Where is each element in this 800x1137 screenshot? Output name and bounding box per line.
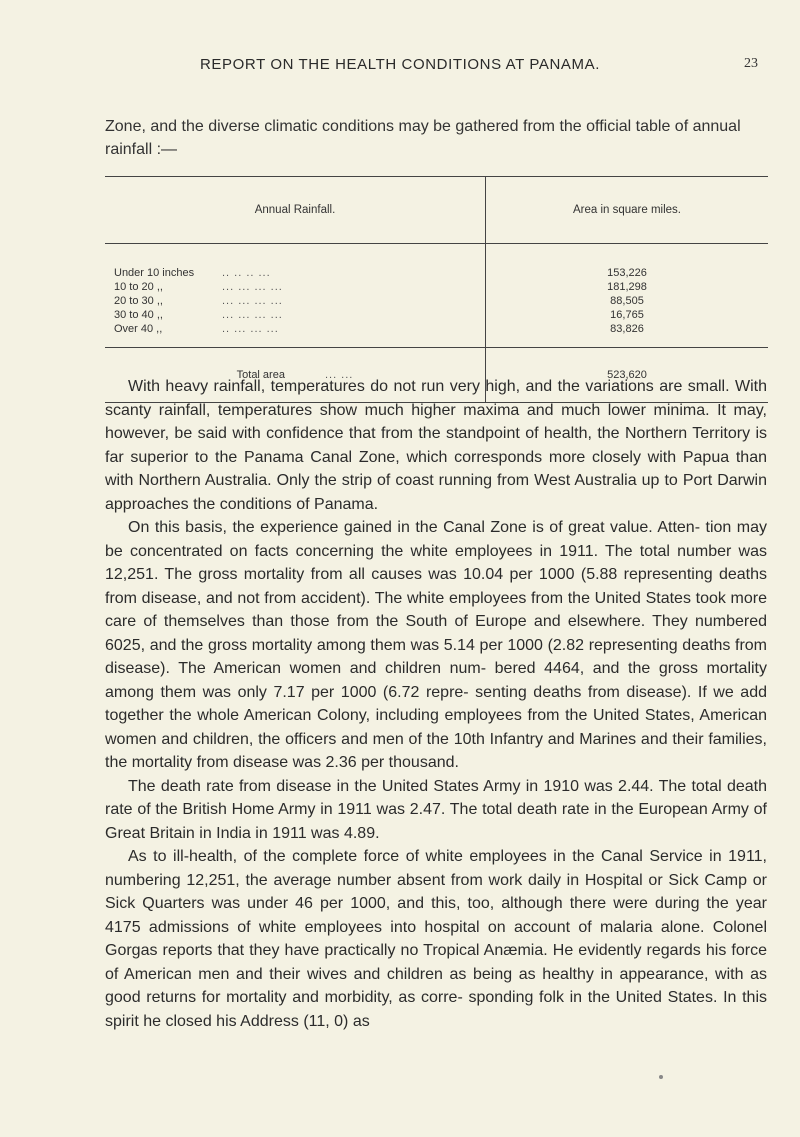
table-row [106, 266, 484, 280]
dot-leader: ... ... ... ... [222, 281, 283, 293]
page-number: 23 [744, 56, 758, 71]
column-header-rainfall: Annual Rainfall. [105, 177, 486, 244]
rainfall-table [105, 176, 768, 403]
dot-leader: .. ... ... ... [222, 323, 279, 335]
rainfall-range: 30 to 40 ,, [114, 309, 163, 321]
running-title: REPORT ON THE HEALTH CONDITIONS AT PANAMA. [200, 56, 600, 73]
total-label: Total area [236, 369, 285, 381]
intro-text: Zone, and the diverse climatic conditions may be gathered from the official table of annual rainfall :— [105, 118, 741, 158]
area-value: 153,226 [607, 267, 647, 279]
table-header-row [105, 177, 768, 244]
dot-leader: ... ... ... ... [222, 309, 283, 321]
table-body [105, 244, 768, 348]
table-row [106, 308, 484, 322]
table-row [106, 294, 484, 308]
rainfall-range: Over 40 ,, [114, 323, 163, 335]
rainfall-ranges-cell [105, 244, 486, 348]
total-value: 523,620 [486, 348, 769, 403]
table-row [106, 280, 484, 294]
column-header-area: Area in square miles. [486, 177, 769, 244]
area-values-cell [486, 244, 769, 348]
rainfall-range: Under 10 inches [114, 267, 195, 279]
paragraph: With heavy rainfall, temperatures do not run very high, and the variations are small. With scanty rainfall, temperatures show much higher maxima and much lower minima. It may, however, be said with confidence that from the standpoint of health, the Northern Territory is far superior to the Panama Canal Zone, which corresponds more closely with Papua than with Northern Australia. Only the strip of coast running from West Australia up to Port Darwin approaches the conditions of Panama. [105, 378, 767, 513]
area-value: 88,505 [610, 295, 644, 307]
area-value: 83,826 [610, 323, 644, 335]
paragraph: The death rate from disease in the United States Army in 1910 was 2.44. The total death rate of the British Home Army in 1911 was 2.47. The total death rate in the European Army of Great Britain in India in 1911 was 4.89. [105, 777, 767, 842]
paragraph: On this basis, the experience gained in the Canal Zone is of great value. Atten- tion may be concentrated on facts concerning the white employees in 1911. The total number was 12,251. The gross mortality from all causes was 10.04 per 1000 (5.88 representing deaths from disease, and not from accident). The white employees from the United States took more care of themselves than those from the South of Europe and elsewhere. They numbered 6025, and the gross mortality among them was 5.14 per 1000 (2.82 representing deaths from disease). The American women and children num- bered 4464, and the gross mortality among them was only 7.17 per 1000 (6.72 repre- senting deaths from disease). If we add together the whole American Colony, including employees from the United States, American women and children, the officers and men of the 10th Infantry and Marines and their families, the mortality from disease was 2.36 per thousand. [105, 519, 767, 771]
ink-mark [659, 1075, 663, 1079]
area-value: 16,765 [610, 309, 644, 321]
area-value: 181,298 [607, 281, 647, 293]
dot-leader: ... ... [324, 369, 354, 381]
rainfall-range: 10 to 20 ,, [114, 281, 163, 293]
table-row [106, 322, 484, 336]
paragraph: As to ill-health, of the complete force of white employees in the Canal Service in 1911, numbering 12,251, the average number absent from work daily in Hospital or Sick Camp or Sick Quarters was under 46 per 1000, and this, too, although there were during the year 4175 admissions of white employees into hospital on account of malaria alone. Colonel Gorgas reports that they have practically no Tropical Anæmia. He evidently regards his force of American men and their wives and children as being as healthy in appearance, with as good returns for mortality and morbidity, as corre- sponding folk in the United States. In this spirit he closed his Address (11, 0) as [105, 848, 767, 1030]
body-text [105, 375, 767, 1033]
dot-leader: ... ... ... ... [222, 295, 283, 307]
rainfall-range: 20 to 30 ,, [114, 295, 163, 307]
dot-leader: .. .. .. ... [222, 267, 271, 279]
